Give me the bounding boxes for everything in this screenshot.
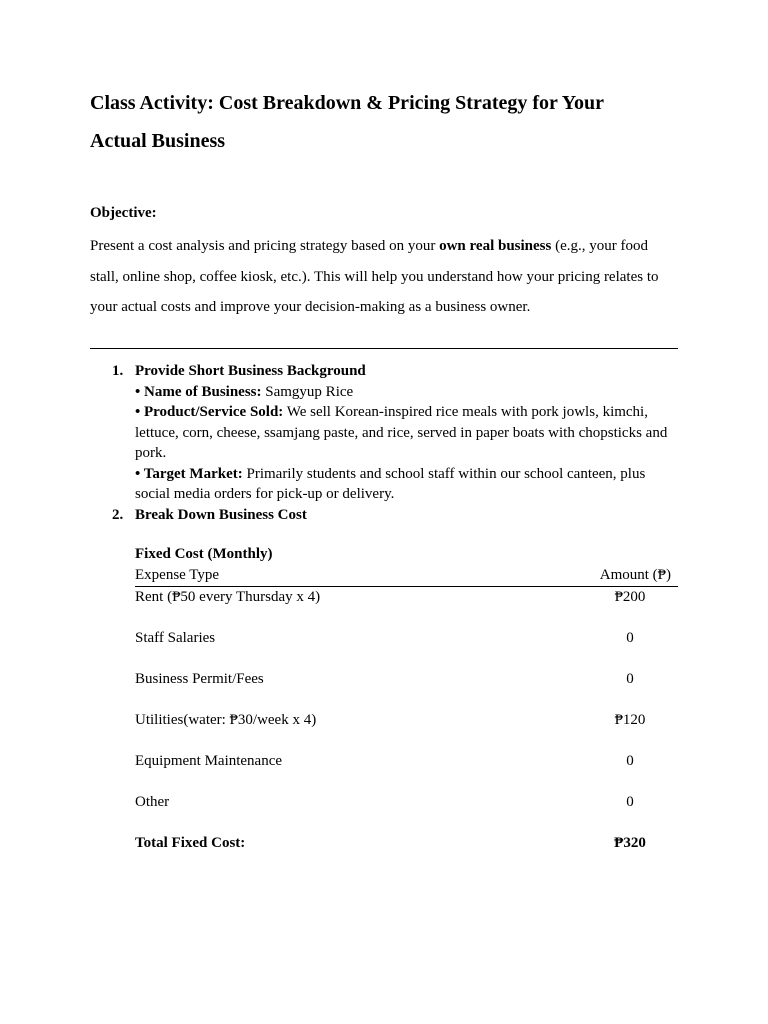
amount-cell: ₱200 — [614, 589, 646, 605]
section-number: 2. — [112, 507, 124, 523]
item-label: • Product/Service Sold: — [135, 404, 284, 420]
objective-heading: Objective: — [90, 205, 157, 221]
total-label: Total Fixed Cost: — [135, 835, 246, 851]
table-row — [135, 587, 678, 628]
section-business-background — [90, 361, 680, 505]
objective-text-bold: own real business — [439, 238, 552, 254]
expense-type-cell: Other — [135, 794, 170, 810]
objective-text-after: (e.g., your food stall, online shop, coffee kiosk, etc.). This will help you understand how your pricing relates to your actual costs and improve your decision-making as a business owner. — [90, 238, 659, 315]
fixed-cost-heading: Fixed Cost (Monthly) — [135, 546, 273, 562]
expense-type-cell: Rent (₱50 every Thursday x 4) — [135, 589, 321, 605]
amount-cell: ₱120 — [614, 712, 646, 728]
background-item-product — [135, 402, 677, 464]
header-amount: Amount (₱) — [599, 567, 671, 583]
table-header — [135, 566, 678, 587]
header-expense-type: Expense Type — [135, 567, 220, 583]
item-value: We sell Korean-inspired rice meals with pork jowls, kimchi, lettuce, corn, cheese, ssamjang paste, and rice, served in paper boats with chopsticks and pork. — [135, 404, 668, 461]
table-total-row — [135, 833, 678, 874]
fixed-cost-table — [135, 566, 678, 874]
table-row — [135, 710, 678, 751]
expense-type-cell: Utilities(water: ₱30/week x 4) — [135, 712, 317, 728]
item-value: Samgyup Rice — [261, 383, 354, 400]
table-row — [135, 669, 678, 710]
item-label: • Target Market: — [135, 465, 243, 482]
table-row — [135, 751, 678, 792]
section-business-cost — [90, 505, 680, 526]
section-number: 1. — [112, 363, 124, 379]
horizontal-divider — [90, 348, 678, 349]
section-heading: Break Down Business Cost — [135, 507, 307, 523]
section-heading: Provide Short Business Background — [135, 363, 366, 379]
amount-cell: 0 — [626, 753, 634, 769]
expense-type-cell: Equipment Maintenance — [135, 753, 283, 769]
total-amount: ₱320 — [614, 835, 646, 851]
amount-cell: 0 — [626, 630, 634, 646]
table-row — [135, 628, 678, 669]
table-row — [135, 792, 678, 833]
background-item-name — [135, 382, 677, 403]
item-label: • Name of Business: — [135, 383, 262, 400]
expense-type-cell: Staff Salaries — [135, 630, 216, 646]
item-value: Primarily students and school staff within our school canteen, plus social media orders for pick-up or delivery. — [135, 465, 646, 502]
objective-paragraph — [90, 231, 680, 323]
expense-type-cell: Business Permit/Fees — [135, 671, 264, 687]
objective-text-before: Present a cost analysis and pricing strategy based on your — [90, 238, 440, 254]
background-item-market — [135, 464, 677, 505]
amount-cell: 0 — [626, 794, 634, 810]
amount-cell: 0 — [626, 671, 634, 687]
document-title: Class Activity: Cost Breakdown & Pricing Strategy for Your Actual Business — [90, 92, 604, 152]
